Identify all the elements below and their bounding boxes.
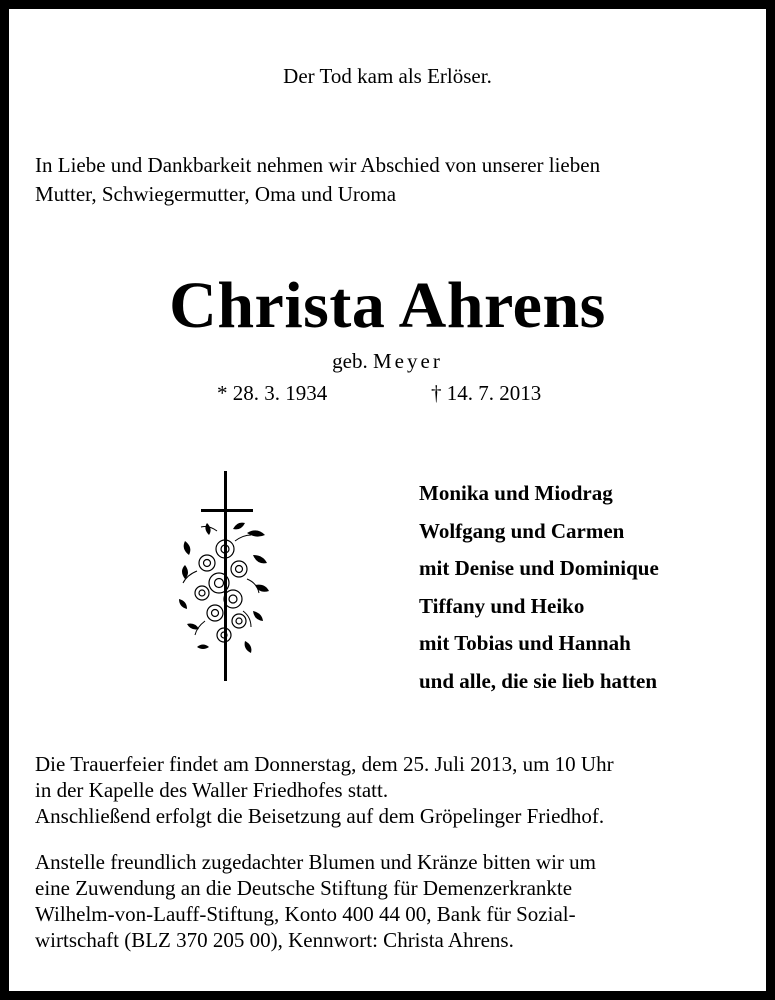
service-line-1: Die Trauerfeier findet am Donnerstag, dem 25. Juli 2013, um 10 Uhr bbox=[35, 752, 614, 776]
donation-line-2: eine Zuwendung an die Deutsche Stiftung für Demenzerkrankte bbox=[35, 876, 573, 900]
family-line-4: Tiffany und Heiko bbox=[419, 593, 585, 618]
family-line-5: mit Tobias und Hannah bbox=[419, 631, 631, 655]
service-line-2: in der Kapelle des Waller Friedhofes statt. bbox=[35, 778, 389, 802]
family-list bbox=[419, 475, 659, 700]
maiden-surname: Meyer bbox=[373, 349, 443, 373]
service-line-3: Anschließend erfolgt die Beisetzung auf dem Gröpelinger Friedhof. bbox=[35, 804, 605, 828]
maiden-prefix: geb. bbox=[332, 349, 368, 373]
family-line-1: Monika und Miodrag bbox=[419, 481, 613, 505]
death-date: † 14. 7. 2013 bbox=[431, 381, 542, 405]
family-line-3: mit Denise und Dominique bbox=[419, 556, 659, 580]
birth-date: * 28. 3. 1934 bbox=[217, 381, 328, 405]
deceased-name: Christa Ahrens bbox=[169, 269, 606, 342]
donation-info bbox=[35, 849, 740, 953]
cross-with-roses-icon bbox=[169, 471, 279, 685]
intro-line-2: Mutter, Schwiegermutter, Oma und Uroma bbox=[35, 182, 397, 206]
maiden-name bbox=[9, 349, 766, 374]
service-info bbox=[35, 751, 740, 829]
intro-line-1: In Liebe und Dankbarkeit nehmen wir Abschied von unserer lieben bbox=[35, 153, 601, 177]
donation-line-4: wirtschaft (BLZ 370 205 00), Kennwort: Christa Ahrens. bbox=[35, 928, 514, 952]
intro-text bbox=[35, 151, 740, 209]
donation-line-1: Anstelle freundlich zugedachter Blumen und Kränze bitten wir um bbox=[35, 850, 596, 874]
family-line-6: und alle, die sie lieb hatten bbox=[419, 668, 658, 693]
donation-line-3: Wilhelm-von-Lauff-Stiftung, Konto 400 44 00, Bank für Sozial- bbox=[35, 902, 576, 926]
family-line-2: Wolfgang und Carmen bbox=[419, 518, 625, 543]
motto: Der Tod kam als Erlöser. bbox=[283, 64, 492, 88]
